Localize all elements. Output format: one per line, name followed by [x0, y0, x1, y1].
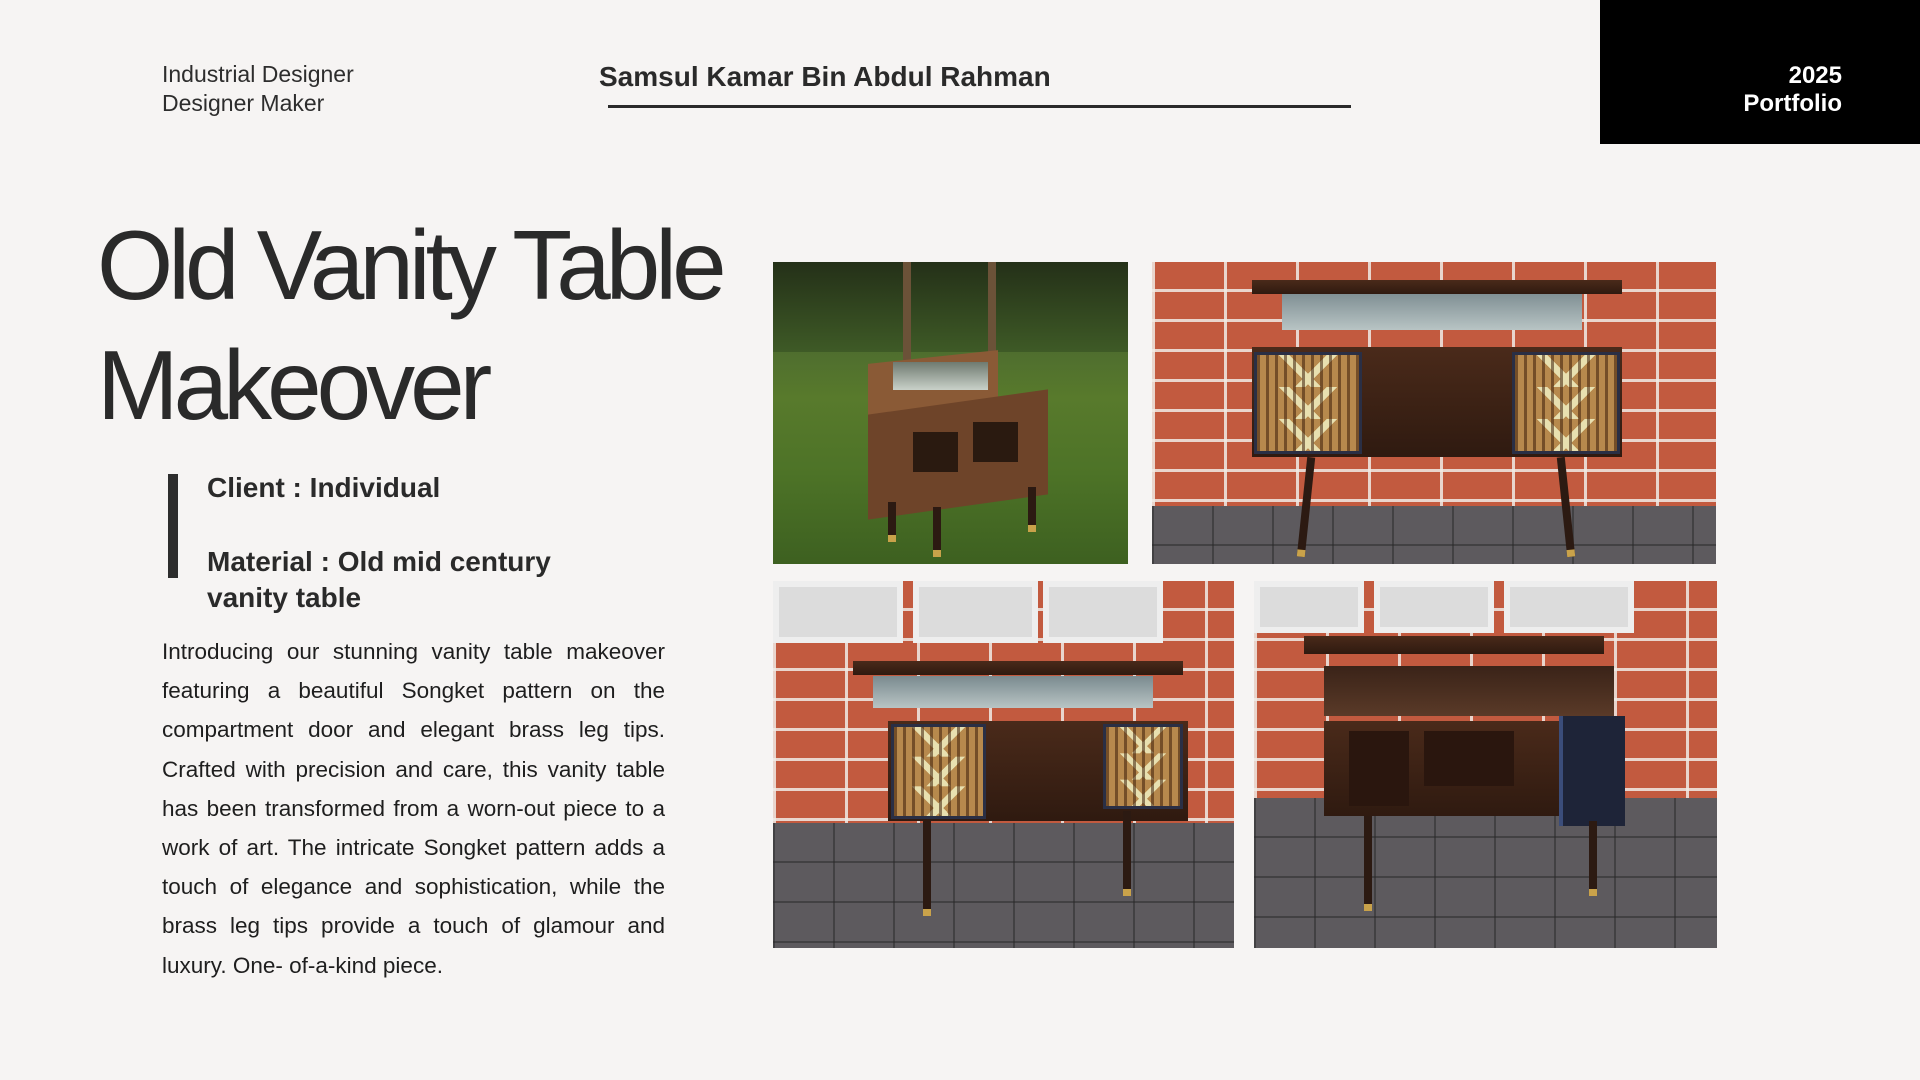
songket-drawer-right [1103, 724, 1183, 809]
window [1374, 581, 1494, 633]
table-leg [1123, 811, 1131, 896]
page-title [97, 205, 722, 445]
table-top-rail [1304, 636, 1604, 654]
photo-original-table [773, 262, 1128, 564]
trees-background [773, 262, 1128, 352]
window [1043, 581, 1163, 643]
role-industrial-designer: Industrial Designer [162, 61, 354, 87]
table-leg [1028, 487, 1036, 532]
title-line-2: Makeover [97, 330, 488, 440]
songket-drawer-left [891, 724, 986, 819]
songket-drawer-right [1512, 352, 1620, 454]
table-cubby [913, 432, 958, 472]
photo-restored-front [1152, 262, 1716, 564]
table-mirror [873, 676, 1153, 708]
table-leg [1364, 816, 1372, 911]
material-label-line-2: vanity table [207, 582, 362, 613]
badge-label: Portfolio [1743, 90, 1842, 117]
table-shelf [1424, 731, 1514, 786]
table-mirror [1282, 290, 1582, 330]
author-underline [608, 105, 1351, 108]
table-top-rail [1252, 280, 1622, 294]
author-name: Samsul Kamar Bin Abdul Rahman [599, 61, 1051, 92]
window [1254, 581, 1364, 633]
role-titles [162, 60, 354, 118]
table-leg [888, 502, 896, 542]
photo-restored-angle [773, 581, 1234, 948]
tile-floor [1254, 798, 1717, 948]
table-mirror [893, 362, 988, 390]
client-label: Client : Individual [207, 472, 441, 503]
tile-floor [773, 823, 1234, 948]
badge-year: 2025 [1788, 62, 1842, 89]
accent-bar [168, 474, 178, 578]
project-description: Introducing our stunning vanity table makeover featuring a beautiful Songket pattern on the compartment door and elegant brass leg tips. Crafted with precision and care, this vanity table has been transformed from a worn-out piece to a work of art. The intricate Songket pattern adds a touch of elegance and sophistication, while the brass leg tips provide a touch of glamour and luxury. One- of-a-kind piece. [162, 639, 665, 978]
table-top [1324, 666, 1614, 716]
material-label-line-1: Material : Old mid century [207, 546, 551, 577]
title-line-1: Old Vanity Table [97, 210, 722, 320]
table-shelf [1349, 731, 1409, 806]
open-door [1559, 716, 1625, 826]
table-top-rail [853, 661, 1183, 675]
role-designer-maker: Designer Maker [162, 90, 325, 116]
table-leg [1589, 821, 1597, 896]
tile-floor [1152, 506, 1716, 564]
songket-drawer-left [1254, 352, 1362, 454]
window [773, 581, 903, 643]
project-meta [207, 470, 667, 616]
tree-trunk [903, 262, 911, 372]
photo-open-compartment [1254, 581, 1717, 948]
table-leg [933, 507, 941, 557]
table-cubby [973, 422, 1018, 462]
portfolio-badge [1600, 0, 1920, 144]
window [913, 581, 1038, 643]
table-leg [923, 821, 931, 916]
window [1504, 581, 1634, 633]
